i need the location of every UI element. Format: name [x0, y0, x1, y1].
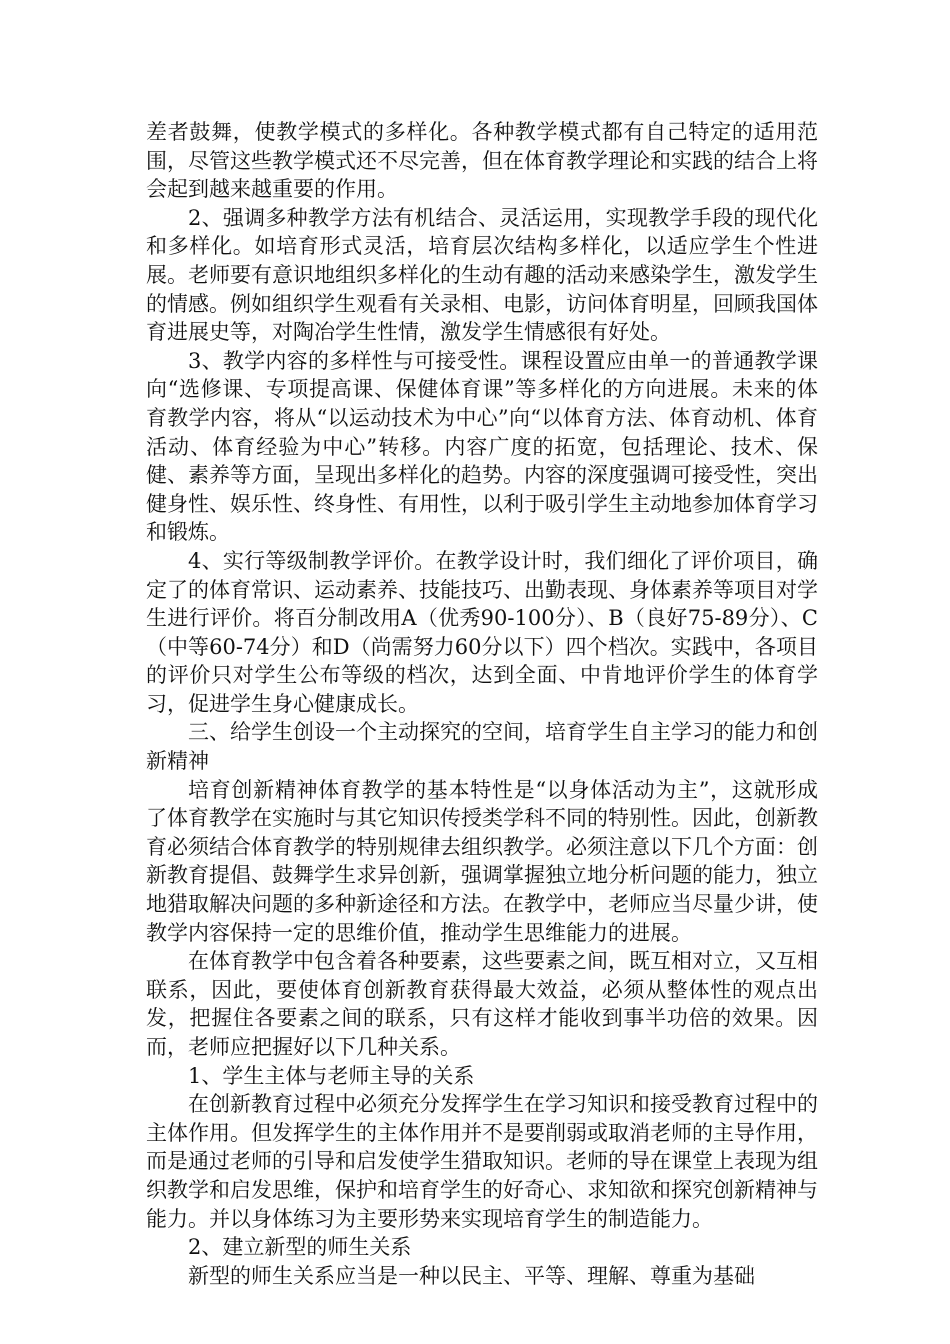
paragraph-3: 3、教学内容的多样性与可接受性。课程设置应由单一的普通教学课向“选修课、专项提高课、保健体育课”等多样化的方向进展。未来的体育教学内容，将从“以运动技术为中心”向“以体育方法、体育动机、体育活动、体育经验为中心”转移。内容广度的拓宽，包括理论、技术、保健、素养等方面，呈现出多样化的趋势。内容的深度强调可接受性，突出健身性、娱乐性、终身性、有用性，以利于吸引学生主动地参加体育学习和锻炼。: [146, 348, 818, 545]
section-heading-3: 三、给学生创设一个主动探究的空间，培育学生自主学习的能力和创新精神: [146, 720, 818, 774]
paragraph-1: 差者鼓舞，使教学模式的多样化。各种教学模式都有自己特定的适用范围，尽管这些教学模式还不尽完善，但在体育教学理论和实践的结合上将会起到越来越重要的作用。: [146, 120, 818, 202]
paragraph-4: 4、实行等级制教学评价。在教学设计时，我们细化了评价项目，确定了的体育常识、运动素养、技能技巧、出勤表现、身体素养等项目对学生进行评价。将百分制改用A（优秀90-100分）、B（良好75-89分）、C（中等60-74分）和D（尚需努力60分以下）四个档次。实践中，各项目的评价只对学生公布等级的档次，达到全面、中肯地评价学生的体育学习，促进学生身心健康成长。: [146, 548, 818, 716]
paragraph-9: 在创新教育过程中必须充分发挥学生在学习知识和接受教育过程中的主体作用。但发挥学生的主体作用并不是要削弱或取消老师的主导作用，而是通过老师的引导和启发使学生猎取知识。老师的导在课堂上表现为组织教学和启发思维，保护和培育学生的好奇心、求知欲和探究创新精神与能力。并以身体练习为主要形势来实现培育学生的制造能力。: [146, 1092, 818, 1231]
paragraph-7: 在体育教学中包含着各种要素，这些要素之间，既互相对立，又互相联系，因此，要使体育创新教育获得最大效益，必须从整体性的观点出发，把握住各要素之间的联系，只有这样才能收到事半功倍的效果。因而，老师应把握好以下几种关系。: [146, 949, 818, 1059]
document-body: [146, 118, 818, 1290]
subheading-2: 2、建立新型的师生关系: [188, 1235, 412, 1260]
subheading-1: 1、学生主体与老师主导的关系: [188, 1063, 475, 1088]
paragraph-11: 新型的师生关系应当是一种以民主、平等、理解、尊重为基础: [188, 1263, 755, 1288]
paragraph-2: 2、强调多种教学方法有机结合、灵活运用，实现教学手段的现代化和多样化。如培育形式灵活，培育层次结构多样化，以适应学生个性进展。老师要有意识地组织多样化的生动有趣的活动来感染学生，激发学生的情感。例如组织学生观看有关录相、电影，访问体育明星，回顾我国体育进展史等，对陶冶学生性情，激发学生情感很有好处。: [146, 205, 818, 345]
paragraph-6: 培育创新精神体育教学的基本特性是“以身体活动为主”，这就形成了体育教学在实施时与其它知识传授类学科不同的特别性。因此，创新教育必须结合体育教学的特别规律去组织教学。必须注意以下几个方面：创新教育提倡、鼓舞学生求异创新，强调掌握独立地分析问题的能力，独立地猎取解决问题的多种新途径和方法。在教学中，老师应当尽量少讲，使教学内容保持一定的思维价值，推动学生思维能力的进展。: [146, 777, 818, 945]
